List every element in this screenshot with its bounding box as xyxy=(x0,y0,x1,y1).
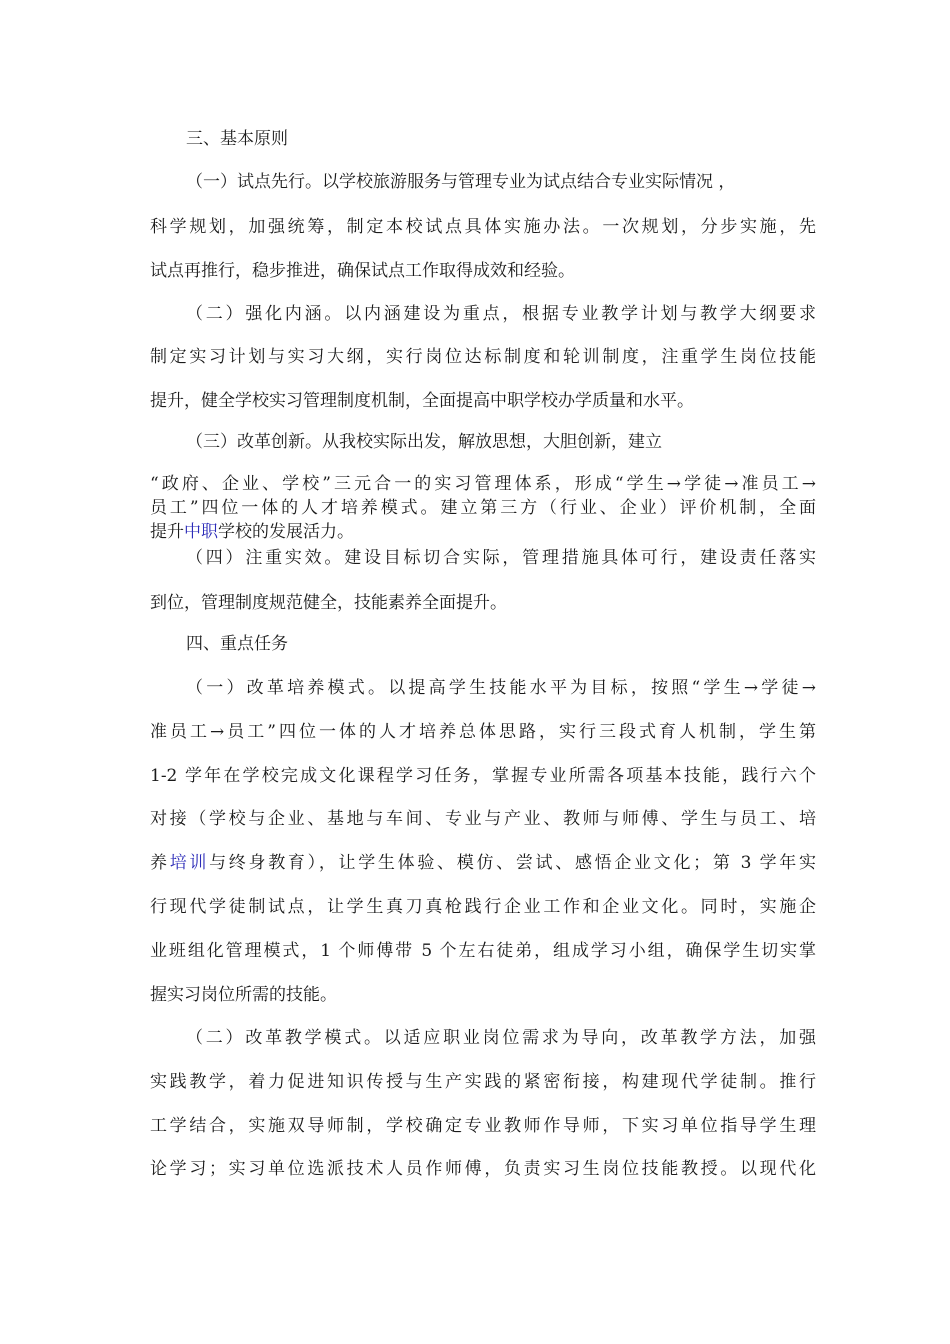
paragraph-line: 制定实习计划与实习大纲，实行岗位达标制度和轮训制度，注重学生岗位技能 xyxy=(150,347,816,367)
paragraph-line: 业班组化管理模式，1 个师傅带 5 个左右徒弟，组成学习小组，确保学生切实掌 xyxy=(150,941,816,961)
paragraph-line: 工学结合，实施双导师制，学校确定专业教师作导师，下实习单位指导学生理 xyxy=(150,1116,816,1136)
paragraph-line: 握实习岗位所需的技能。 xyxy=(150,985,337,1005)
paragraph-line: 提升，健全学校实习管理制度机制，全面提高中职学校办学质量和水平。 xyxy=(150,391,694,411)
paragraph-line: 1-2 学年在学校完成文化课程学习任务，掌握专业所需各项基本技能，践行六个 xyxy=(150,766,816,786)
section-heading-key-tasks: 四、重点任务 xyxy=(186,634,288,654)
paragraph-line: （二）强化内涵。以内涵建设为重点，根据专业教学计划与教学大纲要求 xyxy=(186,304,816,324)
paragraph-line xyxy=(150,520,816,544)
paragraph-line: “政府、企业、学校”三元合一的实习管理体系，形成“学生→学徒→准员工→ xyxy=(150,474,816,494)
text-span: 提升 xyxy=(150,522,184,542)
paragraph-line: 对接（学校与企业、基地与车间、专业与产业、教师与师傅、学生与员工、培 xyxy=(150,809,816,829)
peixun-link[interactable]: 培训 xyxy=(169,853,210,873)
paragraph-line: 实践教学，着力促进知识传授与生产实践的紧密衔接，构建现代学徒制。推行 xyxy=(150,1072,816,1092)
paragraph-line: 到位，管理制度规范健全，技能素养全面提升。 xyxy=(150,593,507,613)
paragraph-line: 试点再推行，稳步推进，确保试点工作取得成效和经验。 xyxy=(150,261,575,281)
paragraph-line: 员工”四位一体的人才培养模式。建立第三方（行业、企业）评价机制，全面 xyxy=(150,498,816,518)
paragraph-line: 科学规划，加强统筹，制定本校试点具体实施办法。一次规划，分步实施，先 xyxy=(150,217,816,237)
text-span: 学校的发展活力。 xyxy=(218,522,354,542)
paragraph-line: （一）试点先行。以学校旅游服务与管理专业为试点结合专业实际情况 ， xyxy=(186,172,736,192)
paragraph-line: （四）注重实效。建设目标切合实际，管理措施具体可行，建设责任落实 xyxy=(186,548,816,568)
paragraph-line: 行现代学徒制试点，让学生真刀真枪践行企业工作和企业文化。同时，实施企 xyxy=(150,897,816,917)
paragraph-line xyxy=(150,851,816,875)
paragraph-line: （一）改革培养模式。以提高学生技能水平为目标，按照“学生→学徒→ xyxy=(186,678,816,698)
section-heading-basic-principles: 三、基本原则 xyxy=(186,129,288,149)
text-span: 养 xyxy=(150,853,170,873)
paragraph-line: （三）改革创新。从我校实际出发，解放思想，大胆创新，建立 xyxy=(186,432,662,452)
paragraph-line: （二）改革教学模式。以适应职业岗位需求为导向，改革教学方法，加强 xyxy=(186,1028,816,1048)
paragraph-line: 论学习；实习单位选派技术人员作师傅，负责实习生岗位技能教授。以现代化 xyxy=(150,1159,816,1179)
paragraph-line: 准员工→员工”四位一体的人才培养总体思路，实行三段式育人机制，学生第 xyxy=(150,722,816,742)
zhongzhi-link[interactable]: 中职 xyxy=(184,522,218,542)
text-span: 与终身教育），让学生体验、模仿、尝试、感悟企业文化；第 3 学年实 xyxy=(209,853,816,873)
